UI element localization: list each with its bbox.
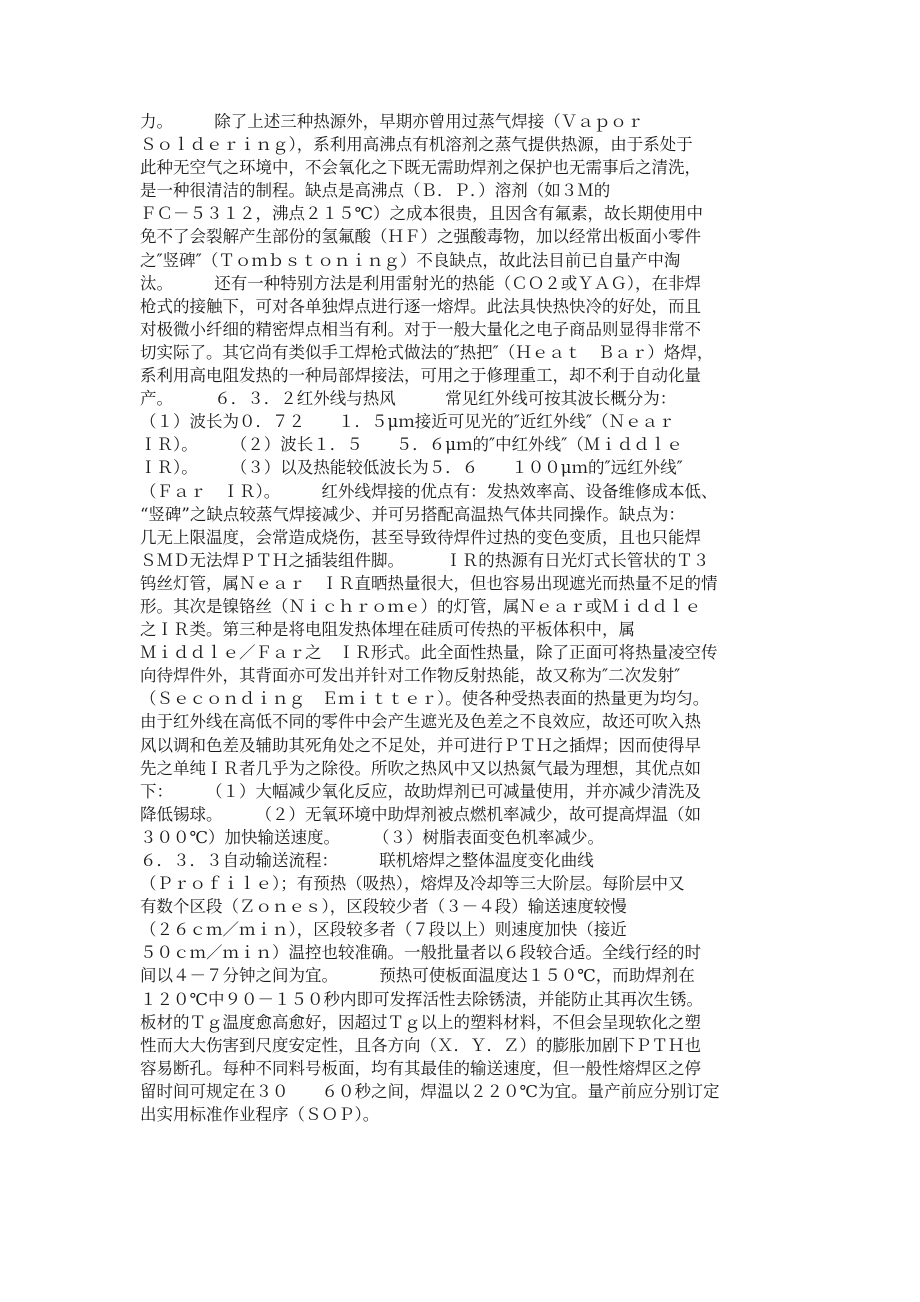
text-line: 是一种很清洁的制程。缺点是高沸点（Ｂ．Ｐ．）溶剂（如３Ｍ的	[140, 181, 611, 201]
text-line: ＳＭＤ无法焊ＰＴＨ之插装组件脚。 ＩＲ的热源有日光灯式长管状的Ｔ３	[140, 550, 710, 570]
text-line: 产。 ６．３．２红外线与热风 常见红外线可按其波长概分为：	[140, 389, 677, 409]
text-line: 对极微小纤细的精密焊点相当有利。对于一般大量化之电子商品则显得非常不	[140, 319, 701, 339]
text-line: 免不了会裂解产生部份的氢氟酸（ＨＦ）之强酸毒物，加以经常出板面小零件	[140, 227, 701, 247]
text-line: 降低锡球。 （２）无氧环境中助焊剂被点燃机率减少，故可提高焊温（如	[140, 804, 701, 824]
text-line: 此种无空气之环境中，不会氧化之下既无需助焊剂之保护也无需事后之清洗，	[140, 158, 701, 178]
text-line: 系利用高电阻发热的一种局部焊接法，可用之于修理重工，却不利于自动化量	[140, 366, 701, 386]
text-line: ＩＲ）。 （３）以及热能较低波长为５．６ １００μｍ的″远红外线″	[140, 458, 683, 478]
text-line: 钨丝灯管，属Ｎｅａｒ ＩＲ直晒热量很大，但也容易出现遮光而热量不足的情	[140, 573, 718, 593]
text-line: 形。其次是镍铬丝（Ｎｉｃｈｒｏｍｅ）的灯管，属Ｎｅａｒ或Ｍｉｄｄｌｅ	[140, 596, 701, 616]
text-line: ５０ｃｍ／ｍｉｎ）温控也较准确。一般批量者以６段较合适。全线行经的时	[140, 943, 701, 963]
text-line: 留时间可规定在３０ ６０秒之间，焊温以２２０℃为宜。量产前应分别订定	[140, 1081, 720, 1101]
text-line: 切实际了。其它尚有类似手工焊枪式做法的″热把″（Ｈｅａｔ Ｂａｒ）烙焊，	[140, 342, 714, 362]
text-line: 向待焊件外，其背面亦可发出并针对工作物反射热能，故又称为″二次发射″	[140, 666, 681, 686]
text-line: 间以４－７分钟之间为宜。 预热可使板面温度达１５０℃，而助焊剂在	[140, 966, 695, 986]
text-line: 力。 除了上述三种热源外，早期亦曾用过蒸气焊接（Ｖａｐｏｒ	[140, 112, 644, 131]
text-line: ３００℃）加快输送速度。 （３）树脂表面变色机率减少。	[140, 827, 604, 847]
text-line: 几无上限温度，会常造成烧伤，甚至导致待焊件过热的变色变质，且也只能焊	[140, 527, 701, 547]
text-line: Ｓｏｌｄｅｒｉｎｇ），系利用高沸点有机溶剂之蒸气提供热源，由于系处于	[140, 135, 693, 155]
text-line: ＩＲ）。 （２）波长１．５ ５．６μｍ的″中红外线″（Ｍｉｄｄｌｅ	[140, 435, 683, 455]
text-line: 由于红外线在高低不同的零件中会产生遮光及色差之不良效应，故还可吹入热	[140, 712, 701, 732]
text-line: 有数个区段（Ｚｏｎｅｓ），区段较少者（３－４段）输送速度较慢	[140, 897, 627, 917]
text-line: （２６ｃｍ／ｍｉｎ），区段较多者（７段以上）则速度加快（接近	[140, 920, 627, 940]
text-line: （Ｓｅｃｏｎｄｉｎｇ Ｅｍｉｔｔｅｒ）。使各种受热表面的热量更为均匀。	[140, 689, 710, 709]
text-line: 先之单纯ＩＲ者几乎为之除役。所吹之热风中又以热氮气最为理想，其优点如	[140, 758, 701, 778]
text-line: 出实用标准作业程序（ＳＯＰ）。	[140, 1105, 380, 1125]
text-line: 之ＩＲ类。第三种是将电阻发热体埋在硅质可传热的平板体积中，属	[140, 620, 635, 640]
text-line: ６．３．３自动输送流程： 联机熔焊之整体温度变化曲线	[140, 851, 594, 870]
text-line: Ｍｉｄｄｌｅ／Ｆａｒ之 ＩＲ形式。此全面性热量，除了正面可将热量凌空传	[140, 643, 718, 663]
text-line: 下： （１）大幅减少氧化反应，故助焊剂已可减量使用，并亦减少清洗及	[140, 781, 701, 801]
body-text	[140, 110, 800, 1126]
text-line: 容易断孔。每种不同料号板面，均有其最佳的输送速度，但一般性熔焊区之停	[140, 1058, 701, 1078]
text-line: 枪式的接触下，可对各单独焊点进行逐一熔焊。此法具快热快冷的好处，而且	[140, 296, 701, 316]
text-line: 性而大大伤害到尺度安定性，且各方向（Ｘ．Ｙ．Ｚ）的膨胀加剧下ＰＴＨ也	[140, 1035, 701, 1055]
text-line: （Ｐｒｏｆｉｌｅ）；有预热（吸热），熔焊及冷却等三大阶层。每阶层中又	[140, 874, 685, 894]
text-line: 汰。 还有一种特别方法是利用雷射光的热能（ＣＯ２或ＹＡＧ），在非焊	[140, 273, 701, 293]
text-line: ＦＣ－５３１２，沸点２１５℃）之成本很贵，且因含有氟素，故长期使用中	[140, 204, 703, 224]
text-line: １２０℃中９０－１５０秒内即可发挥活性去除锈渍，并能防止其再次生锈。	[140, 989, 703, 1009]
text-line: 之″竖碑″（Ｔｏｍｂｓｔｏｎｉｎｇ）不良缺点，故此法目前已自量产中淘	[140, 250, 681, 270]
text-line: （Ｆａｒ ＩＲ）。 红外线焊接的优点有：发热效率高、设备维修成本低、	[140, 481, 718, 501]
text-line: 风以调和色差及辅助其死角处之不足处，并可进行ＰＴＨ之插焊；因而使得早	[140, 735, 701, 755]
text-line: “竖碑”之缺点较蒸气焊接减少、并可另搭配高温热气体共同操作。缺点为：	[140, 504, 685, 524]
text-line: 板材的Ｔｇ温度愈高愈好，因超过Ｔｇ以上的塑料材料，不但会呈现软化之塑	[140, 1012, 701, 1032]
text-line: （１）波长为０．７２ １．５μｍ接近可见光的″近红外线″（Ｎｅａｒ	[140, 412, 675, 432]
